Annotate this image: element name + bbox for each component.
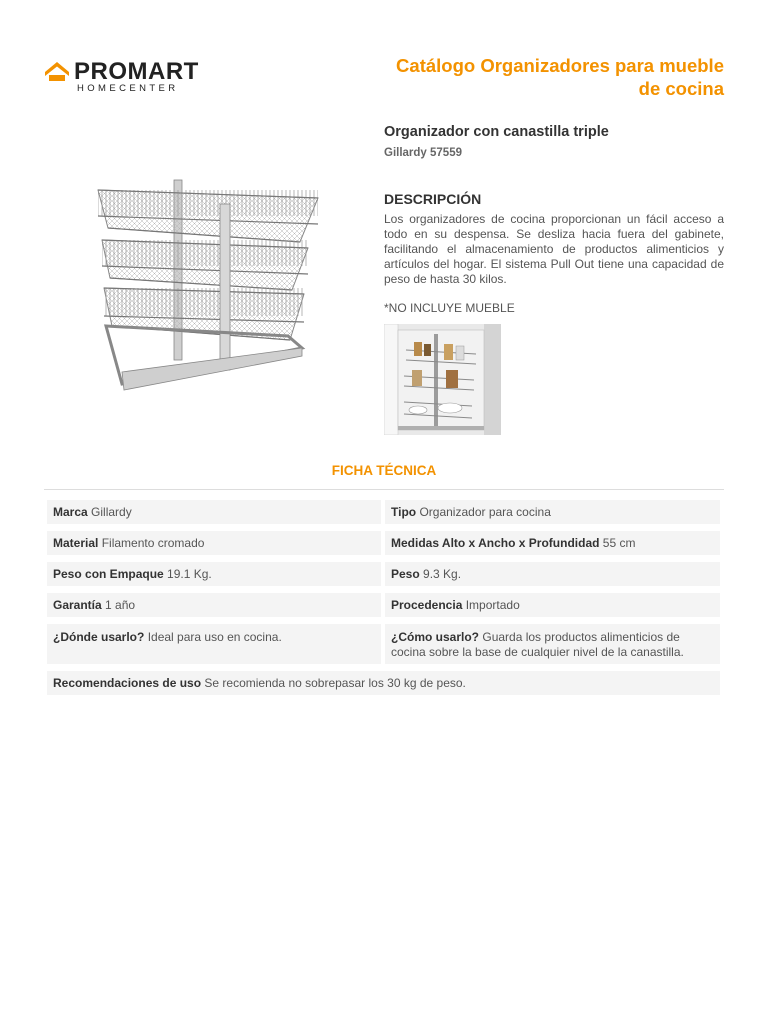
- spec-value: Ideal para uso en cocina.: [147, 630, 282, 644]
- spec-como-usarlo: [385, 624, 720, 664]
- cabinet-installed-photo: [384, 324, 501, 435]
- spec-value: Se recomienda no sobrepasar los 30 kg de peso.: [204, 676, 466, 690]
- ficha-tecnica-title: FICHA TÉCNICA: [331, 463, 437, 478]
- spec-label: Procedencia: [391, 598, 463, 612]
- description-note: *NO INCLUYE MUEBLE: [384, 301, 515, 315]
- spec-label: Marca: [53, 505, 88, 519]
- spec-peso-empaque: [47, 562, 381, 586]
- description-heading: DESCRIPCIÓN: [384, 191, 482, 207]
- logo-subtitle: HOMECENTER: [77, 83, 179, 94]
- spec-tipo: [385, 500, 720, 524]
- spec-label: Peso con Empaque: [53, 567, 164, 581]
- product-name: Organizador con canastilla triple: [384, 124, 609, 140]
- spec-label: Recomendaciones de uso: [53, 676, 202, 690]
- spec-value: 1 año: [105, 598, 136, 612]
- logo-wordmark: PROMART: [74, 58, 199, 85]
- spec-label: Material: [53, 536, 99, 550]
- spec-value: Filamento cromado: [101, 536, 205, 550]
- spec-label: ¿Dónde usarlo?: [53, 630, 145, 644]
- spec-marca: [47, 500, 381, 524]
- spec-label: Peso: [391, 567, 420, 581]
- description-text: Los organizadores de cocina proporcionan un fácil acceso a todo en su despensa. Se desliza hacia fuera del gabinete, facilitando el almacenamiento de productos alimenticios y artículos del hogar. El sistema Pull Out tiene una capacidad de peso de hasta 30 kilos.: [384, 212, 724, 286]
- spec-value: 19.1 Kg.: [167, 567, 212, 581]
- divider: [44, 489, 724, 490]
- spec-label: Tipo: [391, 505, 417, 519]
- spec-value: Organizador para cocina: [419, 505, 551, 519]
- spec-material: [47, 531, 381, 555]
- spec-procedencia: [385, 593, 720, 617]
- spec-label: Medidas Alto x Ancho x Profundidad: [391, 536, 600, 550]
- promart-logo: [44, 58, 214, 98]
- spec-value: 55 cm: [602, 536, 636, 550]
- house-roof-icon: [44, 60, 70, 82]
- spec-value: Importado: [465, 598, 520, 612]
- spec-garantia: [47, 593, 381, 617]
- spec-value: Guarda los productos alimenticios de cocina sobre la base de cualquier nivel de la canastilla.: [391, 630, 684, 659]
- spec-value: Gillardy: [91, 505, 132, 519]
- spec-label: Garantía: [53, 598, 102, 612]
- spec-donde-usarlo: [47, 624, 381, 664]
- spec-peso: [385, 562, 720, 586]
- wire-basket-organizer-image: [92, 176, 324, 398]
- document-title: Catálogo Organizadores para mueble de cocina: [396, 55, 724, 99]
- spec-value: 9.3 Kg.: [423, 567, 462, 581]
- spec-label: ¿Cómo usarlo?: [391, 630, 480, 644]
- spec-medidas: [385, 531, 720, 555]
- product-sku: Gillardy 57559: [384, 147, 462, 159]
- spec-recomendaciones: [47, 671, 720, 695]
